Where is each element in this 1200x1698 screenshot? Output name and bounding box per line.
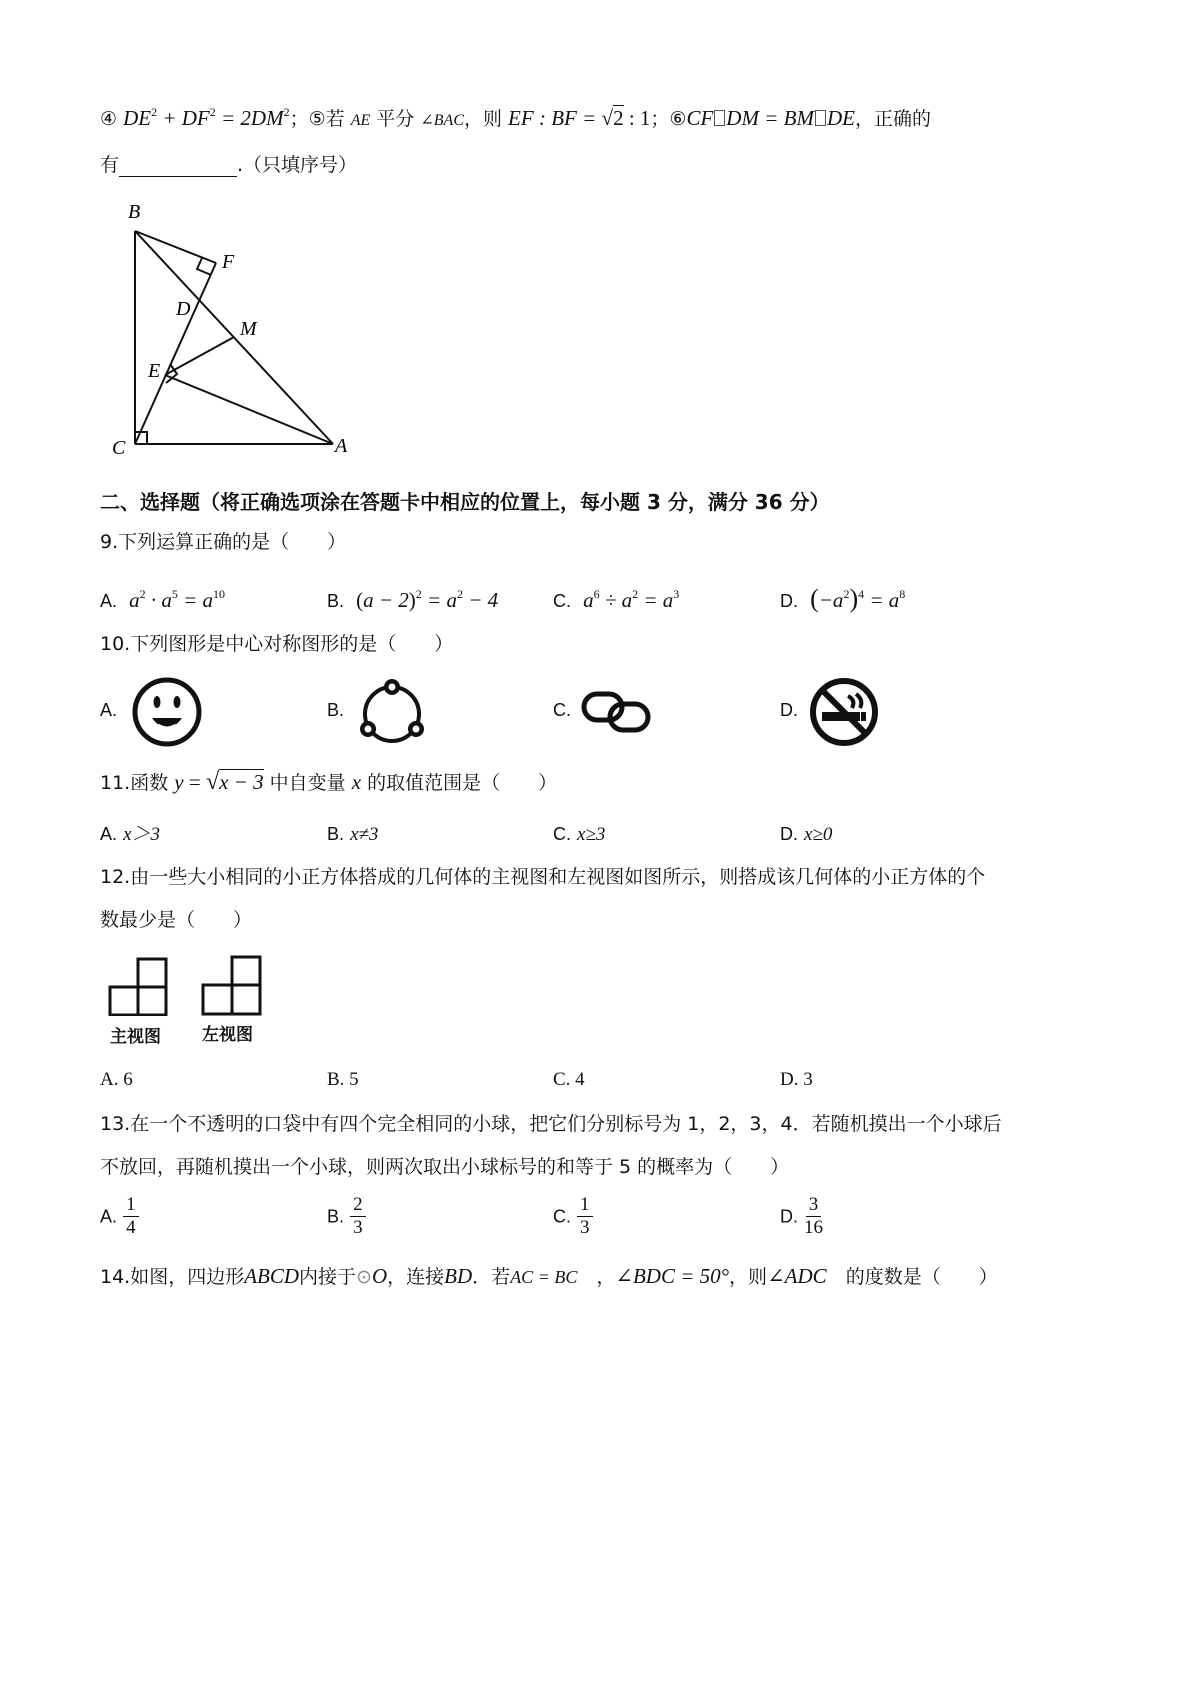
label-b: B (128, 201, 141, 223)
separator-5: ；⑤若 (289, 108, 345, 130)
q12-option-a[interactable]: A. 6 (100, 1069, 133, 1090)
front-view-caption: 主视图 (110, 1027, 161, 1047)
equation-5: EF : BF = √2 : 1 (508, 106, 651, 130)
equation-6: CF DM = BM DE (686, 106, 855, 130)
q8-line2-prefix: 有 (100, 154, 120, 176)
q11-option-b[interactable]: B. x≠3 (327, 824, 379, 845)
label-a: A (335, 435, 348, 457)
segment-ae: AE (350, 112, 371, 129)
section-title: 二、选择题（将正确选项涂在答题卡中相应的位置上，每小题 3 分，满分 36 分） (100, 490, 830, 514)
q12-option-c[interactable]: C. 4 (553, 1069, 585, 1090)
equation-4: $DE^2 + DF^2 = 2DM^2$ (123, 105, 290, 130)
q9-stem: 9.下列运算正确的是（ ） (100, 531, 347, 553)
q12-line1: 12.由一些大小相同的小正方体搭成的几何体的主视图和左视图如图所示，则搭成该几何体的小正方体的个 (100, 866, 986, 888)
label-m: M (240, 318, 257, 340)
q8-line2 (100, 153, 357, 177)
q10-option-b-label[interactable]: B. (327, 700, 345, 720)
no-smoking-icon (808, 676, 880, 748)
label-f: F (222, 251, 235, 273)
answer-blank (119, 156, 237, 177)
q13-option-c[interactable]: C. $\frac{1}{3}$ (553, 1194, 593, 1239)
q8-line1 (100, 100, 931, 133)
q11-option-d[interactable]: D. x≥0 (780, 824, 833, 845)
smiley-face-icon (130, 676, 204, 748)
front-view-figure (108, 956, 170, 1016)
q13-option-b[interactable]: B. $\frac{2}{3}$ (327, 1194, 366, 1239)
q12-option-d[interactable]: D. 3 (780, 1069, 813, 1090)
q13-option-d[interactable]: D. $\frac{3}{16}$ (780, 1194, 824, 1238)
chain-links-icon (580, 688, 654, 736)
q9-option-b[interactable]: B. $(a - 2)^2 = a^2 - 4$ (327, 587, 499, 612)
recycle-circle-icon (352, 674, 432, 748)
label-d: D (176, 298, 191, 320)
q13-option-a[interactable]: A. $\frac{1}{4}$ (100, 1194, 139, 1239)
q14-stem: 14.如图，四边形ABCD内接于⊙O，连接BD．若AC = BC ，∠BDC = 50°，则∠ADC 的度数是（ ） (100, 1264, 998, 1288)
angle-bac: ∠BAC (420, 112, 464, 129)
separator-6: ；⑥ (650, 108, 687, 130)
q13-line1: 13.在一个不透明的口袋中有四个完全相同的小球，把它们分别标号为 1，2，3，4．若随机摸出一个小球后 (100, 1113, 1002, 1135)
left-view-figure (200, 954, 264, 1016)
q11-option-a[interactable]: A. x＞3 (100, 824, 160, 845)
q12-option-b[interactable]: B. 5 (327, 1069, 359, 1090)
q9-option-d[interactable]: D. $(-a^2)^4 = a^8$ (780, 584, 906, 613)
bisect-text: 平分 (376, 108, 415, 130)
q8-line2-suffix: .（只填序号） (237, 154, 358, 176)
q11-option-c[interactable]: C. x≥3 (553, 824, 606, 845)
triangle-figure (100, 195, 360, 470)
label-e: E (148, 360, 161, 382)
q9-option-a[interactable]: A. $a^2 \cdot a^5 = a^{10}$ (100, 587, 226, 612)
q13-line2: 不放回，再随机摸出一个小球，则两次取出小球标号的和等于 5 的概率为（ ） (100, 1156, 790, 1178)
q12-line2: 数最少是（ ） (100, 909, 253, 931)
q10-stem: 10.下列图形是中心对称图形的是（ ） (100, 633, 454, 655)
circled-4: ④ (100, 108, 118, 130)
q10-option-a-label[interactable]: A. (100, 700, 118, 720)
q11-stem: 11.函数 y = √x − 3 中自变量 x 的取值范围是（ ） (100, 769, 558, 795)
left-view-caption: 左视图 (202, 1025, 253, 1045)
label-c: C (112, 437, 126, 459)
then-text: ，则 (463, 108, 502, 130)
q8-tail: ，正确的 (854, 108, 931, 130)
q10-option-d-label[interactable]: D. (780, 700, 798, 720)
q9-option-c[interactable]: C. $a^6 \div a^2 = a^3$ (553, 587, 680, 612)
q10-option-c-label[interactable]: C. (553, 700, 571, 720)
